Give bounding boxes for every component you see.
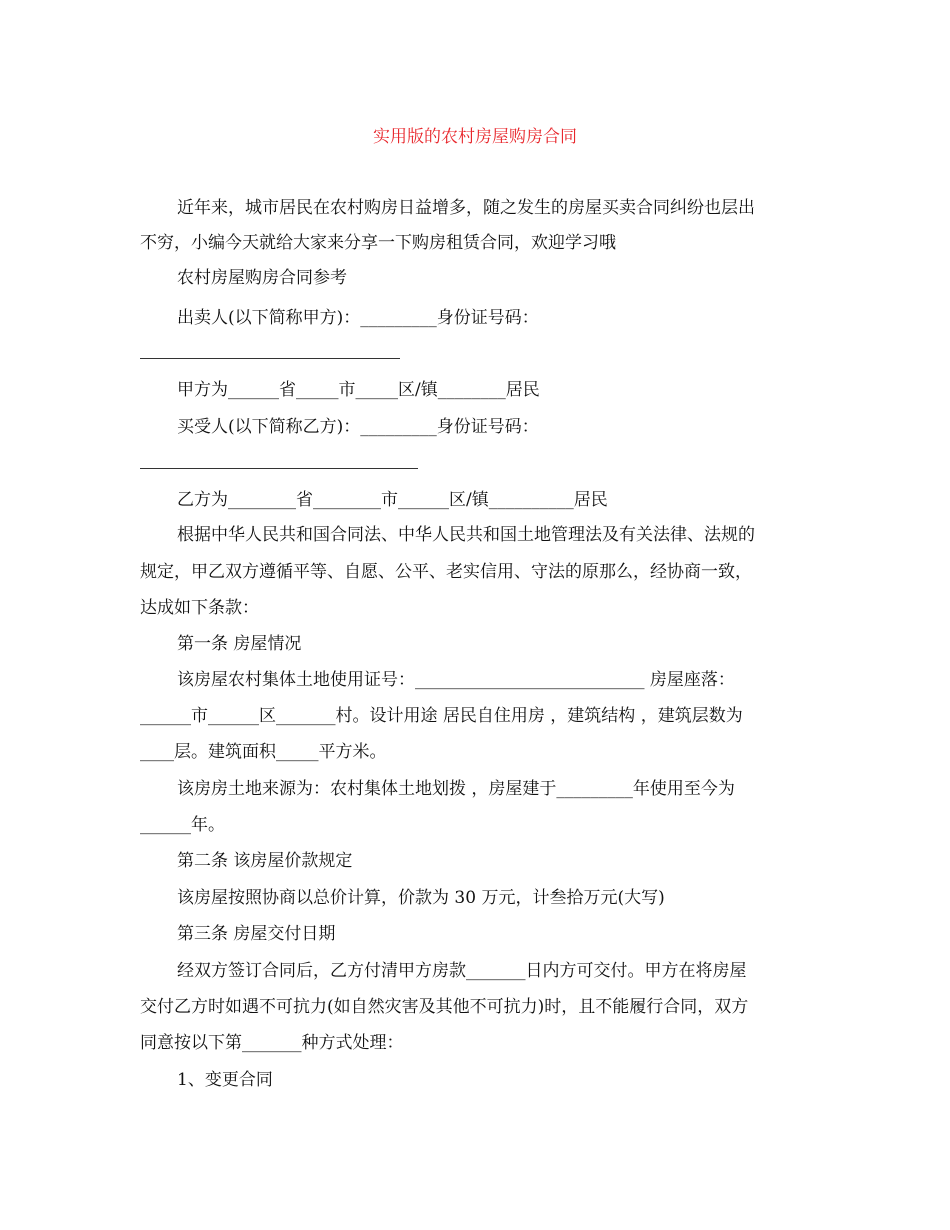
intro-line-2: 不穷，小编今天就给大家来分享一下购房租赁合同，欢迎学习哦 [140,233,616,253]
seller-id-blank-rule [140,358,400,359]
article-2-heading: 第二条 该房屋价款规定 [177,851,353,871]
option-1-line: 1、变更合同 [177,1070,273,1090]
basis-line-1: 根据中华人民共和国合同法、中华人民共和国土地管理法及有关法律、法规的 [177,525,755,545]
party-a-residence-line: 甲方为______省_____市_____区/镇________居民 [177,380,540,400]
article-1-line-1: 该房屋农村集体土地使用证号：___________________________ 房屋座落： [177,670,735,690]
article-1-line-2: ______市______区_______村。设计用途 居民自住用房 ，建筑结构 ，建筑层数为 [140,706,743,726]
land-source-line-2: ______年。 [140,815,225,835]
party-b-residence-line: 乙方为________省________市______区/镇__________居民 [177,490,608,510]
article-2-line-1: 该房屋按照协商以总价计算，价款为 30 万元，计叁拾万元(大写) [177,888,665,908]
document-title: 实用版的农村房屋购房合同 [373,127,577,147]
article-3-line-3: 同意按以下第_______种方式处理： [140,1033,404,1053]
article-3-line-1: 经双方签订合同后，乙方付清甲方房款_______日内方可交付。甲方在将房屋 [177,961,747,981]
buyer-id-blank-rule [140,468,418,469]
article-3-line-2: 交付乙方时如遇不可抗力(如自然灾害及其他不可抗力)时，且不能履行合同，双方 [140,997,749,1017]
intro-line-1: 近年来，城市居民在农村购房日益增多，随之发生的房屋买卖合同纠纷也层出 [177,198,755,218]
article-1-line-3: ____层。建筑面积_____平方米。 [140,742,387,762]
article-3-heading: 第三条 房屋交付日期 [177,924,336,944]
article-1-heading: 第一条 房屋情况 [177,634,302,654]
seller-line: 出卖人(以下简称甲方)：_________身份证号码： [177,308,539,328]
basis-line-3: 达成如下条款： [140,598,259,618]
basis-line-2: 规定，甲乙双方遵循平等、自愿、公平、老实信用、守法的原那么，经协商一致， [140,562,752,582]
section-heading-reference: 农村房屋购房合同参考 [177,268,347,288]
land-source-line-1: 该房房土地来源为：农村集体土地划拨 ，房屋建于_________年使用至今为 [177,779,735,799]
buyer-line: 买受人(以下简称乙方)：_________身份证号码： [177,417,539,437]
